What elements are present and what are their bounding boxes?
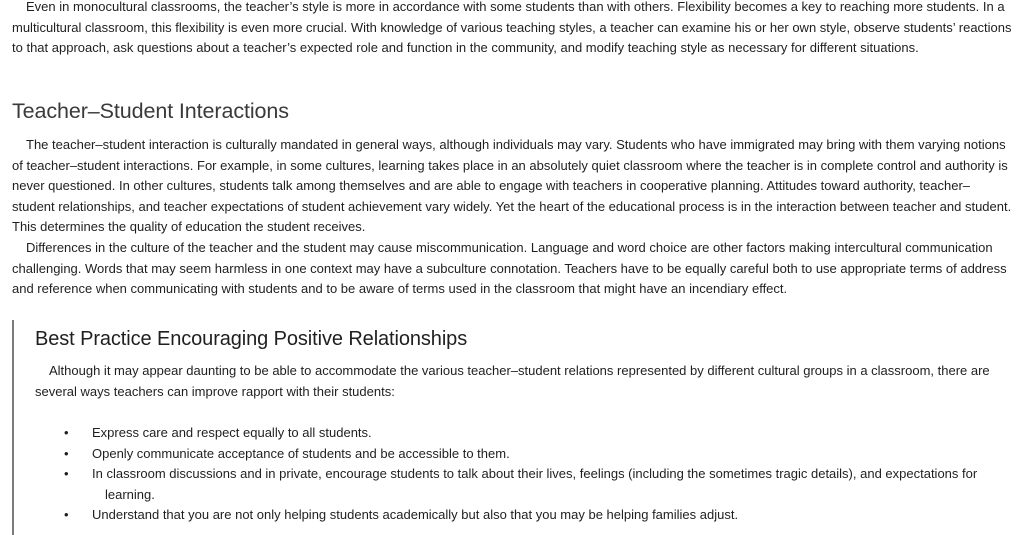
list-item: • Express care and respect equally to all students. bbox=[64, 425, 372, 440]
callout-list bbox=[35, 423, 995, 526]
list-item: • In classroom discussions and in private, encourage students to talk about their lives, feelings (including the sometimes tragic details), and expectations for learning. bbox=[64, 466, 978, 502]
list-item-text: Express care and respect equally to all students. bbox=[92, 425, 372, 440]
list-item: • Understand that you are not only helping students academically but also that you may be helping families adjust. bbox=[64, 507, 739, 523]
list-item: • Openly communicate acceptance of students and be accessible to them. bbox=[64, 445, 510, 461]
section-heading: Teacher–Student Interactions bbox=[12, 99, 289, 123]
callout-heading: Best Practice Encouraging Positive Relationships bbox=[35, 328, 468, 350]
list-item-text: Understand that you are not only helping students academically but also that you may be helping families adjust. bbox=[92, 507, 739, 523]
intro-paragraph: Even in monocultural classrooms, the teacher’s style is more in accordance with some students than with others. Flexibility becomes a key to reaching more students. In a multicultural classroom, this flexibility is even more crucial. With knowledge of various teaching styles, a teacher can examine his or her own style, observe students’ reactions to that approach, ask questions about a teacher’s expected role and function in the community, and modify teaching style as necessary for different situations. bbox=[12, 0, 1012, 56]
section-body bbox=[12, 135, 1012, 300]
list-item-text: In classroom discussions and in private, encourage students to talk about their lives, feelings (including the sometimes tragic details), and expectations for learning. bbox=[92, 466, 978, 502]
section-paragraph-2: Differences in the culture of the teacher and the student may cause miscommunication. Language and word choice are other factors making intercultural communication challenging. Words that may seem harmless in one context may have a subculture connotation. Teachers have to be equally careful both to use appropriate terms of address and reference when communicating with students and to be aware of terms used in the classroom that might have an incendiary effect. bbox=[12, 239, 1007, 297]
callout-intro: Although it may appear daunting to be able to accommodate the various teacher–student relations represented by different cultural groups in a classroom, there are several ways teachers can improve rapport with their students: bbox=[35, 363, 990, 399]
list-item-text: Openly communicate acceptance of students and be accessible to them. bbox=[92, 445, 510, 461]
section-paragraph-1: The teacher–student interaction is culturally mandated in general ways, although individuals may vary. Students who have immigrated may bring with them varying notions of teacher–student interactions. For example, in some cultures, learning takes place in an absolutely quiet classroom where the teacher is in complete control and authority is never questioned. In other cultures, students talk among themselves and are able to engage with teachers in cooperative planning. Attitudes toward authority, teacher–student relationships, and teacher expectations of student achievement vary widely. Yet the heart of the educational process is in the interaction between teacher and student. This determines the quality of education the student receives. bbox=[12, 137, 1012, 235]
best-practice-callout bbox=[12, 320, 1014, 535]
